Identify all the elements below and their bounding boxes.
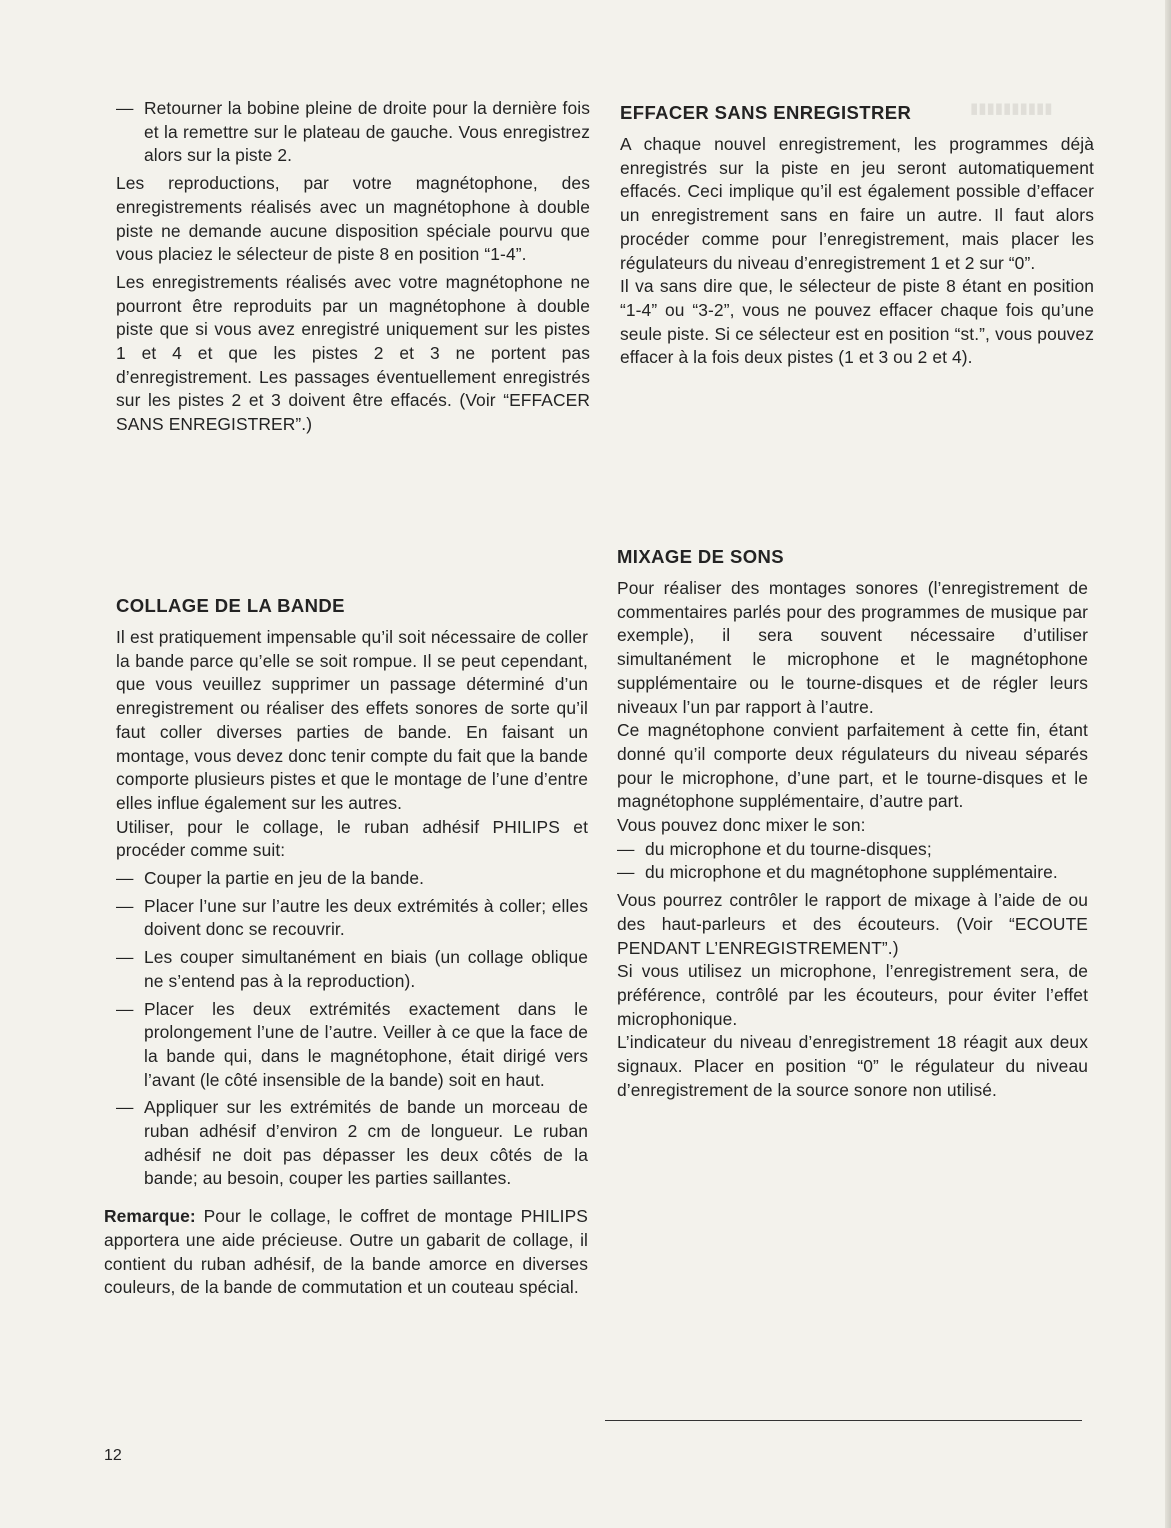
- step-text: Les couper simultanément en biais (un collage oblique ne s’entend pas à la reproduction).: [144, 947, 588, 991]
- paragraph: Utiliser, pour le collage, le ruban adhésif PHILIPS et procéder comme suit:: [116, 816, 588, 861]
- step-text: Placer les deux extrémités exactement dans le prolongement l’une de l’autre. Veiller à ce que la face de la bande qui, dans le magnétophone, était dirigé vers l’avant (le côté insensible de la bande) soit en haut.: [144, 998, 588, 1090]
- intro-dash-text: Retourner la bobine pleine de droite pour la dernière fois et la remettre sur le plateau de gauche. Vous enregistrez alors sur la piste 2.: [144, 98, 590, 166]
- page-number: 12: [104, 1447, 122, 1464]
- dash-mark: —: [116, 947, 134, 968]
- mixage-section: [617, 545, 1088, 1102]
- dash-mark: —: [116, 98, 134, 118]
- collage-section: [104, 594, 588, 1304]
- dash-mark: —: [116, 1097, 134, 1118]
- dash-mark: —: [116, 998, 134, 1019]
- bottom-rule: [605, 1420, 1082, 1421]
- option-text: du microphone et du tourne-disques;: [645, 838, 932, 859]
- paragraph: Vous pouvez donc mixer le son:: [617, 815, 866, 836]
- paragraph: Les enregistrements réalisés avec votre magnétophone ne pourront être reproduits par un magnétophone à double piste que si vous avez enregistré uniquement sur les pistes 1 et 4 et que les pistes 2 et 3 ne portent pas d’enregistrement. Les passages éventuellement enregistrés sur les pistes 2 et 3 doivent être effacés. (Voir “EFFACER SANS ENREGISTRER”.): [116, 271, 590, 435]
- paragraph: L’indicateur du niveau d’enregistrement 18 réagit aux deux signaux. Placer en position “0” le régulateur du niveau d’enregistrement de la source sonore non utilisé.: [617, 1032, 1088, 1100]
- dash-mark: —: [617, 838, 635, 859]
- left-column-top: [116, 97, 590, 441]
- effacer-section: [620, 101, 1094, 374]
- dash-mark: —: [116, 868, 134, 889]
- remark-label: Remarque:: [104, 1206, 196, 1227]
- option-text: du microphone et du magnétophone supplémentaire.: [645, 862, 1058, 883]
- paragraph: Il va sans dire que, le sélecteur de piste 8 étant en position “1-4” ou “3-2”, vous ne pouvez effacer chaque fois qu’une seule piste. Si ce sélecteur est en position “st.”, vous pouvez effacer à la fois deux pistes (1 et 3 ou 2 et 4).: [620, 276, 1094, 368]
- section-heading-mixage: MIXAGE DE SONS: [617, 546, 784, 567]
- step-item: [116, 895, 588, 942]
- step-text: Placer l’une sur l’autre les deux extrémités à coller; elles doivent donc se recouvrir.: [144, 895, 588, 940]
- page-edge: [1165, 0, 1171, 1528]
- dash-mark: —: [116, 895, 134, 916]
- step-item: [116, 867, 588, 891]
- option-item: [617, 838, 1088, 862]
- dash-mark: —: [617, 862, 635, 883]
- step-text: Couper la partie en jeu de la bande.: [144, 868, 425, 889]
- paragraph: Il est pratiquement impensable qu’il soit nécessaire de coller la bande parce qu’elle se soit rompue. Il se peut cependant, que vous veuillez supprimer un passage déterminé d’un enregistrement ou réaliser des effets sonores de sorte qu’il faut coller diverses parties de bande. En faisant un montage, vous devez donc tenir compte du fait que la bande comporte plusieurs pistes et que le montage de l’une d’entre elles influe également sur les autres.: [116, 627, 588, 813]
- remark-paragraph: [104, 1205, 588, 1300]
- step-text: Appliquer sur les extrémités de bande un morceau de ruban adhésif d’environ 2 cm de longueur. Le ruban adhésif ne doit pas dépasser les deux côtés de la bande; au besoin, couper les parties saillantes.: [144, 1097, 588, 1189]
- intro-dash-item: [116, 97, 590, 168]
- step-item: [116, 946, 588, 993]
- paragraph: Les reproductions, par votre magnétophone, des enregistrements réalisés avec un magnétophone à double piste ne demande aucune disposition spéciale pourvu que vous placiez le sélecteur de piste 8 en position “1-4”.: [116, 173, 590, 265]
- bleed-through: ▮▮▮▮▮▮▮▮▮▮: [970, 100, 1053, 117]
- section-heading-effacer: EFFACER SANS ENREGISTRER: [620, 102, 912, 123]
- step-item: [116, 998, 588, 1093]
- option-item: [617, 861, 1088, 885]
- section-heading-collage: COLLAGE DE LA BANDE: [116, 595, 345, 616]
- paragraph: A chaque nouvel enregistrement, les programmes déjà enregistrés sur la piste en jeu seront automatiquement effacés. Ceci implique qu’il est également possible d’effacer un enregistrement sans en faire un autre. Il faut alors procéder comme pour l’enregistrement, mais placer les régulateurs du niveau d’enregistrement 1 et 2 sur “0”.: [620, 134, 1094, 273]
- step-item: [116, 1096, 588, 1191]
- paragraph: Ce magnétophone convient parfaitement à cette fin, étant donné qu’il comporte deux régulateurs du niveau séparés pour le microphone, d’une part, et le tourne-disques et le magnétophone supplémentaire, d’autre part.: [617, 720, 1088, 812]
- paragraph: Vous pourrez contrôler le rapport de mixage à l’aide de ou des haut-parleurs et des écouteurs. (Voir “ECOUTE PENDANT L’ENREGISTREMENT”.): [617, 890, 1088, 958]
- paragraph: Pour réaliser des montages sonores (l’enregistrement de commentaires parlés pour des programmes de musique par exemple), il sera souvent nécessaire d’utiliser simultanément le microphone et le magnétophone supplémentaire ou le tourne-disques et de régler leurs niveaux l’un par rapport à l’autre.: [617, 578, 1088, 717]
- paragraph: Si vous utilisez un microphone, l’enregistrement sera, de préférence, contrôlé par les écouteurs, pour éviter l’effet microphonique.: [617, 961, 1088, 1029]
- remark-text: Pour le collage, le coffret de montage PHILIPS apportera une aide précieuse. Outre un gabarit de collage, il contient du ruban adhésif, de la bande amorce en diverses couleurs, de la bande de commutation et un couteau spécial.: [104, 1206, 588, 1298]
